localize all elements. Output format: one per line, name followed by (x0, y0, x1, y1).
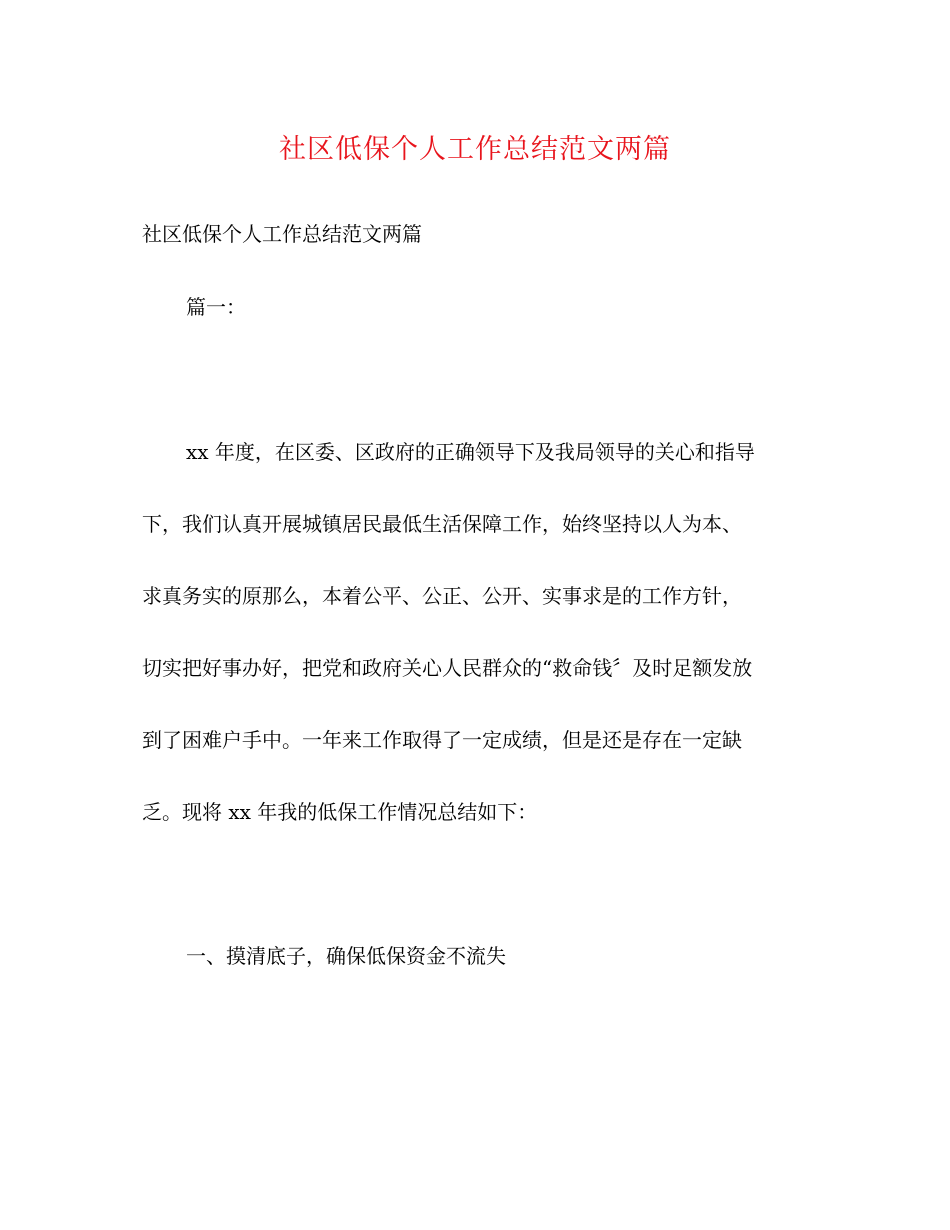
document-title: 社区低保个人工作总结范文两篇 (279, 134, 671, 165)
paragraph-line-2: 下，我们认真开展城镇居民最低生活保障工作，始终坚持以人为本、 (142, 512, 742, 536)
paragraph-line-4: 切实把好事办好，把党和政府关心人民群众的“救命钱〞及时足额发放 (142, 656, 753, 680)
paragraph-line-6: 乏。现将 xx 年我的低保工作情况总结如下： (142, 800, 538, 824)
paragraph-line-5: 到了困难户手中。一年来工作取得了一定成绩，但是还是存在一定缺 (142, 728, 742, 752)
document-subtitle: 社区低保个人工作总结范文两篇 (142, 222, 422, 246)
part-label: 篇一： (186, 295, 246, 319)
section-heading: 一、摸清底子，确保低保资金不流失 (186, 944, 506, 968)
paragraph-line-1: xx 年度，在区委、区政府的正确领导下及我局领导的关心和指导 (186, 440, 755, 464)
paragraph-line-3: 求真务实的原那么，本着公平、公正、公开、实事求是的工作方针， (142, 584, 742, 608)
